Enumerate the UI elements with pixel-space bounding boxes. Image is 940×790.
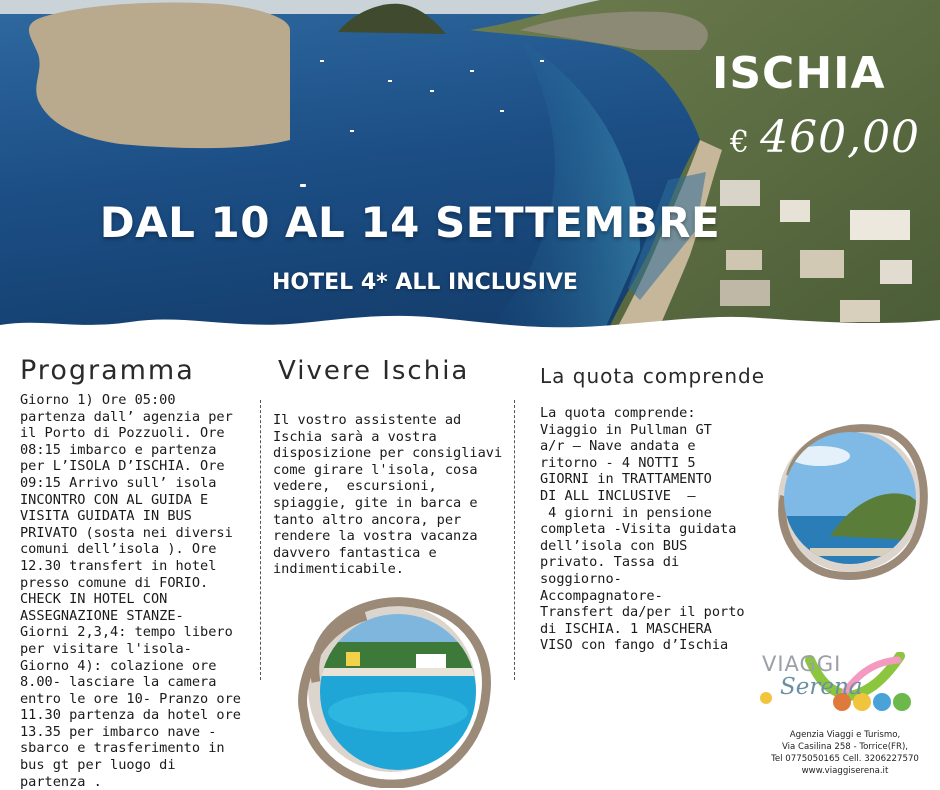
destination-label: ISCHIA	[712, 48, 886, 99]
currency-symbol: €	[730, 125, 751, 160]
quota-text	[540, 405, 765, 654]
quota-text-line: di ISCHIA. 1 MASCHERA	[540, 620, 712, 637]
programma-text-line: entro le ore 10- Pranzo ore	[20, 690, 241, 707]
programma-title: Programma	[20, 355, 195, 386]
logo-text-viaggi: VIAGGI	[762, 652, 842, 676]
quota-text-line: privato. Tassa di	[540, 554, 680, 571]
programma-text-line: sbarco e trasferimento in	[20, 740, 225, 757]
quota-text-line: a/r – Nave andata e	[540, 438, 696, 455]
quota-text-line: soggiorno-	[540, 570, 622, 587]
agency-website[interactable]: www.viaggiserena.it	[801, 766, 889, 776]
programma-text-line: partenza .	[20, 773, 102, 790]
programma-text-line: comuni dell’isola ). Ore	[20, 541, 217, 558]
vivere-ischia-text	[273, 412, 508, 578]
column-divider	[260, 400, 261, 680]
programma-text-line: 8.00- lasciare la camera	[20, 674, 217, 691]
quota-text-line: completa -Visita guidata	[540, 521, 737, 538]
vivere-text-line: disposizione per consigliavi	[273, 445, 503, 462]
quota-text-line: La quota comprende:	[540, 405, 696, 421]
vivere-text-line: indimenticabile.	[273, 561, 404, 578]
programma-text-line: Giorno 4): colazione ore	[20, 657, 217, 674]
programma-text-line: PRIVATO (sosta nei diversi	[20, 524, 233, 541]
programma-text-line: bus gt per luogo di	[20, 757, 176, 774]
vivere-text-line: vedere, escursioni,	[273, 478, 437, 495]
programma-text-line: 08:15 imbarco e partenza	[20, 441, 217, 458]
vivere-text-line: davvero fantastica e	[273, 544, 437, 561]
programma-text-line: INCONTRO CON AL GUIDA E	[20, 491, 209, 508]
vivere-text-line: spiaggie, gite in barca e	[273, 494, 478, 511]
quota-text-line: Accompagnatore-	[540, 587, 663, 604]
programma-text-line: VISITA GUIDATA IN BUS	[20, 508, 192, 525]
programma-text-line: 13.35 per imbarco nave -	[20, 723, 217, 740]
viaggi-serena-logo	[750, 652, 940, 732]
vivere-text-line: tanto altro ancora, per	[273, 511, 462, 528]
hero-banner	[0, 0, 940, 350]
quota-text-line: ritorno - 4 NOTTI 5	[540, 454, 696, 471]
programma-text-line: Giorni 2,3,4: tempo libero	[20, 624, 233, 641]
vivere-ischia-title: Vivere Ischia	[278, 356, 470, 386]
programma-text-line: 12.30 transfert in hotel	[20, 557, 217, 574]
island-photo	[770, 416, 930, 584]
vivere-text-line: Ischia sarà a vostra	[273, 428, 437, 445]
agency-phone: Tel 0775050165 Cell. 3206227570	[771, 754, 919, 764]
quota-title: La quota comprende	[540, 364, 765, 388]
quota-text-line: GIORNI in TRATTAMENTO	[540, 471, 712, 488]
price-badge-shape	[0, 0, 290, 150]
column-divider	[514, 400, 515, 680]
programma-text-line: presso comune di FORIO.	[20, 574, 209, 591]
programma-text-line: CHECK IN HOTEL CON	[20, 591, 168, 608]
quota-text-line: DI ALL INCLUSIVE –	[540, 487, 696, 504]
agency-type: Agenzia Viaggi e Turismo,	[789, 730, 901, 740]
programma-text-line: per L’ISOLA D’ISCHIA. Ore	[20, 458, 225, 475]
programma-text-line: ASSEGNAZIONE STANZE-	[20, 607, 184, 624]
programma-text-line: 09:15 Arrivo sull’ isola	[20, 474, 217, 491]
quota-text-line: Transfert da/per il porto	[540, 604, 745, 621]
programma-text-line: il Porto di Pozzuoli. Ore	[20, 425, 225, 442]
programma-text-line: Giorno 1) Ore 05:00	[20, 392, 176, 408]
price-value: 460,00	[760, 112, 921, 163]
agency-contact-info	[750, 729, 940, 777]
quota-text-line: 4 giorni in pensione	[540, 504, 712, 521]
programma-text-line: per visitare l'isola-	[20, 640, 192, 657]
vivere-text-line: come girare l'isola, cosa	[273, 461, 478, 478]
programma-text	[20, 392, 255, 790]
vivere-text-line: Il vostro assistente ad	[273, 412, 462, 428]
programma-text-line: partenza dall’ agenzia per	[20, 408, 233, 425]
logo-text-serena: Serena	[780, 674, 863, 700]
pool-photo	[286, 592, 496, 788]
quota-text-line: Viaggio in Pullman GT	[540, 421, 712, 438]
travel-dates-headline: DAL 10 AL 14 SETTEMBRE	[99, 198, 721, 247]
vivere-text-line: rendere la vostra vacanza	[273, 528, 478, 545]
quota-text-line: dell’isola con BUS	[540, 537, 688, 554]
agency-address: Via Casilina 258 - Torrice(FR),	[781, 742, 909, 752]
quota-text-line: VISO con fango d’Ischia	[540, 637, 729, 654]
hotel-subtitle: HOTEL 4* ALL INCLUSIVE	[272, 270, 578, 295]
programma-text-line: 11.30 partenza da hotel ore	[20, 707, 241, 724]
